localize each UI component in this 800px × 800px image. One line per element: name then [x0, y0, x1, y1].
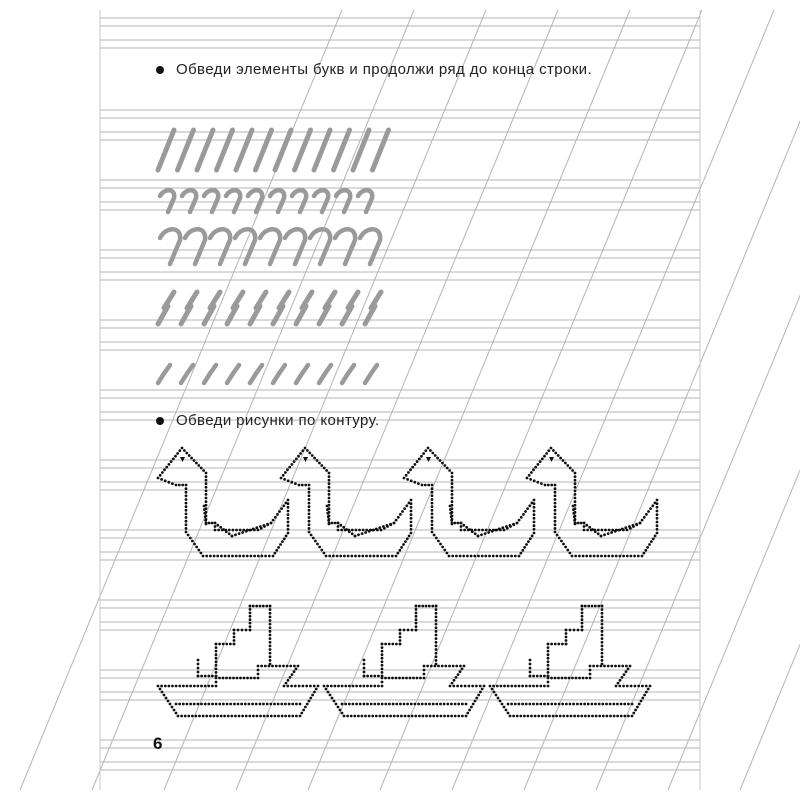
boat-figure: [323, 605, 486, 718]
swan-figure: [280, 447, 413, 558]
swan-figure: [157, 447, 290, 558]
swan-figure: [526, 447, 659, 558]
boat-figure: [489, 605, 652, 718]
boat-figure: [157, 605, 320, 718]
eye-icon: [303, 457, 308, 462]
eye-icon: [426, 457, 431, 462]
swan-figure: [403, 447, 536, 558]
eye-icon: [180, 457, 185, 462]
page-number: 6: [153, 734, 163, 753]
instruction-trace-pictures: Обведи рисунки по контуру.: [176, 412, 380, 429]
eye-icon: [549, 457, 554, 462]
instruction-trace-letters: Обведи элементы букв и продолжи ряд до конца строки.: [176, 61, 593, 78]
